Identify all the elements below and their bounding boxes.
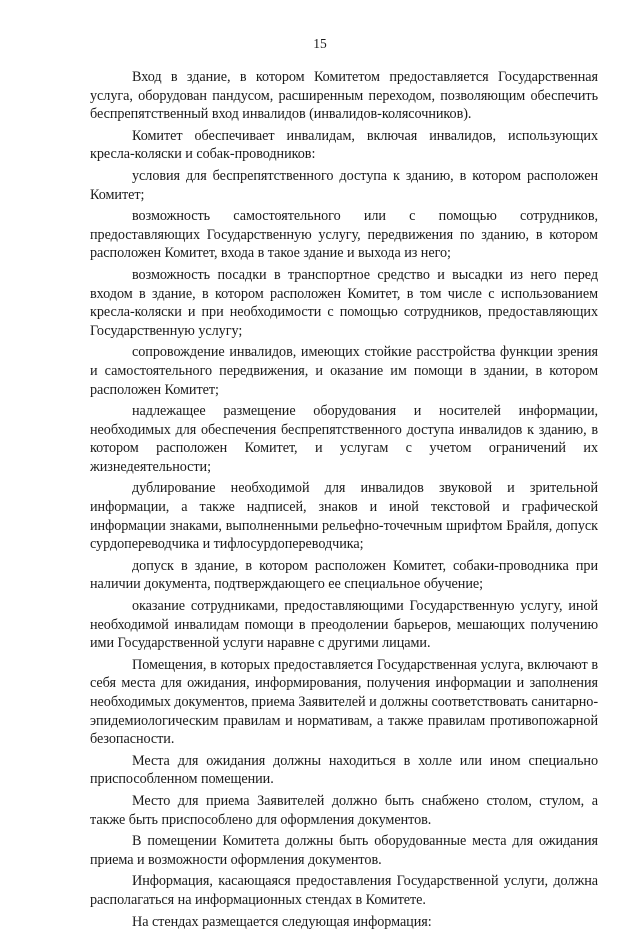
paragraph: условия для беспрепятственного доступа к зданию, в котором расположен Комитет; — [90, 167, 598, 203]
paragraph: Помещения, в которых предоставляется Государственная услуга, включают в себя места для ожидания, информирования, получения информации и заполнения необходимых документов, приема Заявителей и должны соответствовать санитарно-эпидемиологическим правилам и нормативам, а также правилам противопожарной безопасности. — [90, 656, 598, 748]
paragraph: надлежащее размещение оборудования и носителей информации, необходимых для обеспечения беспрепятственного доступа инвалидов к зданию, в котором расположен Комитет, и услугам с учетом ограничений их жизнедеятельности; — [90, 403, 598, 475]
paragraph: Комитет обеспечивает инвалидам, включая инвалидов, использующих кресла-коляски и собак-проводников: — [90, 127, 598, 163]
paragraph: возможность посадки в транспортное средство и высадки из него перед входом в здание, в котором расположен Комитет, в том числе с использованием кресла-коляски и при необходимости с помощью сотрудников, предоставляющих Государственную услугу; — [90, 266, 598, 339]
paragraph: Информация, касающаяся предоставления Государственной услуги, должна располагаться на информационных стендах в Комитете. — [90, 873, 598, 908]
paragraph: оказание сотрудниками, предоставляющими Государственную услугу, иной необходимой инвалидам помощи в преодолении барьеров, мешающих получению ими Государственной услуги наравне с другими лицами. — [90, 598, 598, 652]
paragraph: допуск в здание, в котором расположен Комитет, собаки-проводника при наличии документа, подтверждающего ее специальное обучение; — [90, 557, 598, 593]
paragraph: В помещении Комитета должны быть оборудованные места для ожидания приема и возможности оформления документов. — [90, 833, 598, 868]
page-number: 15 — [313, 36, 327, 51]
paragraph: Место для приема Заявителей должно быть снабжено столом, стулом, а также быть приспособлено для оформления документов. — [90, 792, 598, 828]
paragraph: сопровождение инвалидов, имеющих стойкие расстройства функции зрения и самостоятельного передвижения, и оказание им помощи в здании, в котором расположен Комитет; — [90, 344, 598, 398]
paragraph: возможность самостоятельного или с помощью сотрудников, предоставляющих Государственную услугу, передвижения по зданию, в котором расположен Комитет, входа в такое здание и выхода из него; — [90, 208, 598, 262]
document-body — [90, 68, 598, 934]
paragraph: На стендах размещается следующая информация: — [132, 913, 432, 930]
paragraph: Места для ожидания должны находиться в холле или ином специально приспособленном помещении. — [90, 752, 598, 788]
paragraph: дублирование необходимой для инвалидов звуковой и зрительной информации, а также надписей, знаков и иной текстовой и графической информации знаками, выполненными рельефно-точечным шрифтом Брайля, допуск сурдопереводчика и тифлосурдопереводчика; — [90, 480, 598, 553]
paragraph: Вход в здание, в котором Комитетом предоставляется Государственная услуга, оборудован пандусом, расширенным переходом, позволяющим обеспечить беспрепятственный вход инвалидов (инвалидов-колясочников). — [90, 69, 598, 123]
